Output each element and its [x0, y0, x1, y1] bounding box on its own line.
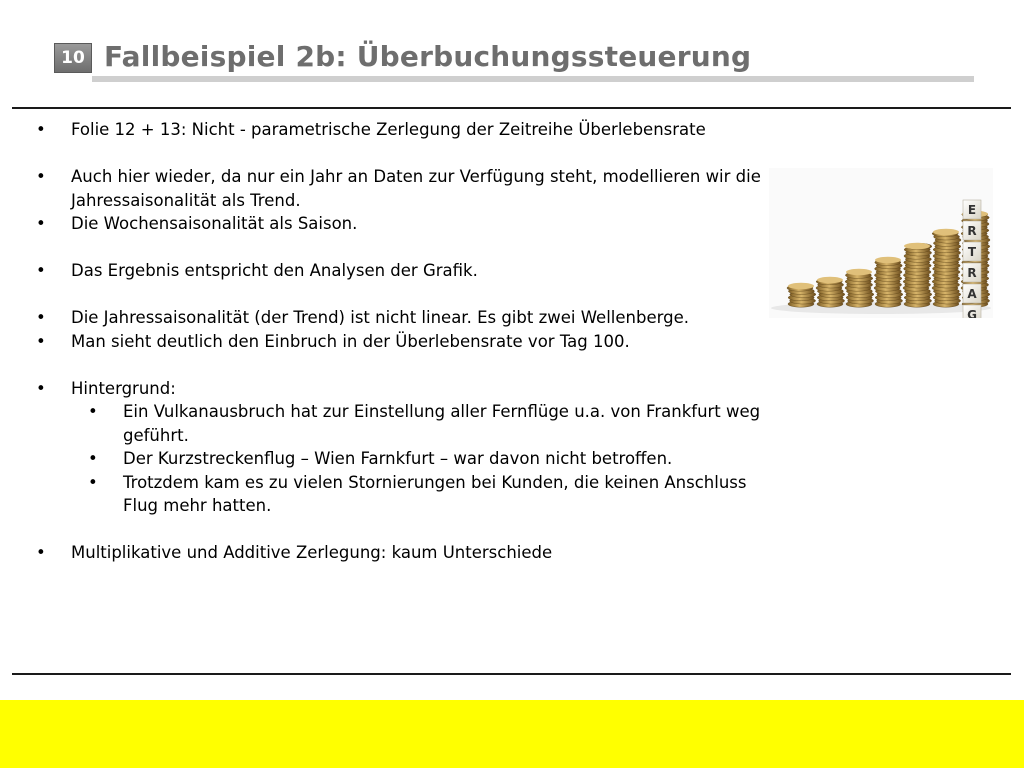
bullet-icon: •: [88, 472, 98, 492]
sub-list-item: [30, 471, 770, 518]
coin-stacks: [787, 211, 990, 307]
list-item: [30, 306, 770, 330]
list-item: [30, 377, 770, 401]
ertrag-letter-blocks: [963, 200, 981, 318]
list-item: [30, 165, 770, 212]
list-item-text: Man sieht deutlich den Einbruch in der Überlebensrate vor Tag 100.: [71, 331, 630, 351]
coin-stack: [816, 277, 845, 307]
letter-block: [963, 200, 981, 219]
svg-text:E: E: [967, 203, 977, 217]
list-item-text: Trotzdem kam es zu vielen Stornierungen bei Kunden, die keinen Anschluss Flug mehr hatten.: [123, 472, 747, 515]
bullet-icon: •: [88, 402, 98, 421]
coin-stacks-illustration: [769, 168, 993, 318]
list-item: [30, 259, 770, 283]
coins-ertrag-image: [769, 168, 993, 318]
coin-stack: [932, 229, 961, 307]
bullet-icon: •: [36, 167, 46, 186]
list-item-text: Das Ergebnis entspricht den Analysen der Grafik.: [71, 261, 478, 280]
list-item-text: Die Wochensaisonalität als Saison.: [71, 214, 358, 233]
coin-stack: [845, 269, 874, 307]
list-item-text: Auch hier wieder, da nur ein Jahr an Daten zur Verfügung steht, modellieren wir die Jahressaisonalität als Trend.: [71, 167, 761, 210]
list-item: [30, 541, 770, 565]
letter-block: [963, 305, 981, 318]
bullet-icon: •: [36, 261, 46, 280]
list-item: [30, 330, 770, 354]
slide-number-badge: 10: [54, 43, 92, 73]
svg-text:T: T: [967, 245, 977, 259]
svg-text:R: R: [967, 266, 977, 280]
list-item-text: Die Jahressaisonalität (der Trend) ist nicht linear. Es gibt zwei Wellenberge.: [71, 308, 689, 327]
bullet-icon: •: [36, 543, 46, 562]
bottom-divider: [12, 673, 1011, 675]
svg-text:R: R: [967, 224, 977, 238]
list-item: [30, 118, 770, 142]
letter-block: [963, 263, 981, 282]
list-item-text: Der Kurzstreckenflug – Wien Farnkfurt – war davon nicht betroffen.: [123, 449, 673, 468]
bullet-icon: •: [36, 331, 46, 351]
bullet-icon: •: [36, 214, 46, 233]
bullet-icon: •: [36, 308, 46, 327]
title-underline: [92, 76, 974, 82]
list-item-text: Folie 12 + 13: Nicht - parametrische Zerlegung der Zeitreihe Überlebensrate: [71, 120, 706, 139]
svg-text:A: A: [967, 287, 977, 301]
letter-block: [963, 242, 981, 261]
slide-title: Fallbeispiel 2b: Überbuchungssteuerung: [104, 40, 752, 73]
footer-band: [0, 700, 1024, 768]
list-item: [30, 212, 770, 236]
list-item-text: Ein Vulkanausbruch hat zur Einstellung aller Fernflüge u.a. von Frankfurt weg geführt.: [123, 402, 761, 445]
letter-block: [963, 284, 981, 303]
letter-block: [963, 221, 981, 240]
bullet-icon: •: [36, 120, 46, 139]
svg-text:G: G: [967, 308, 977, 318]
coin-stack: [787, 283, 816, 307]
sub-list-item: [30, 447, 770, 471]
list-item-text: Hintergrund:: [71, 378, 176, 398]
coin-stack: [874, 257, 903, 307]
top-divider: [12, 107, 1011, 109]
sub-list-item: [30, 400, 770, 447]
bullet-icon: •: [36, 378, 46, 398]
bullet-icon: •: [88, 449, 98, 468]
list-item-text: Multiplikative und Additive Zerlegung: kaum Unterschiede: [71, 543, 553, 562]
coin-stack: [903, 243, 932, 307]
bullet-list: [30, 118, 770, 565]
